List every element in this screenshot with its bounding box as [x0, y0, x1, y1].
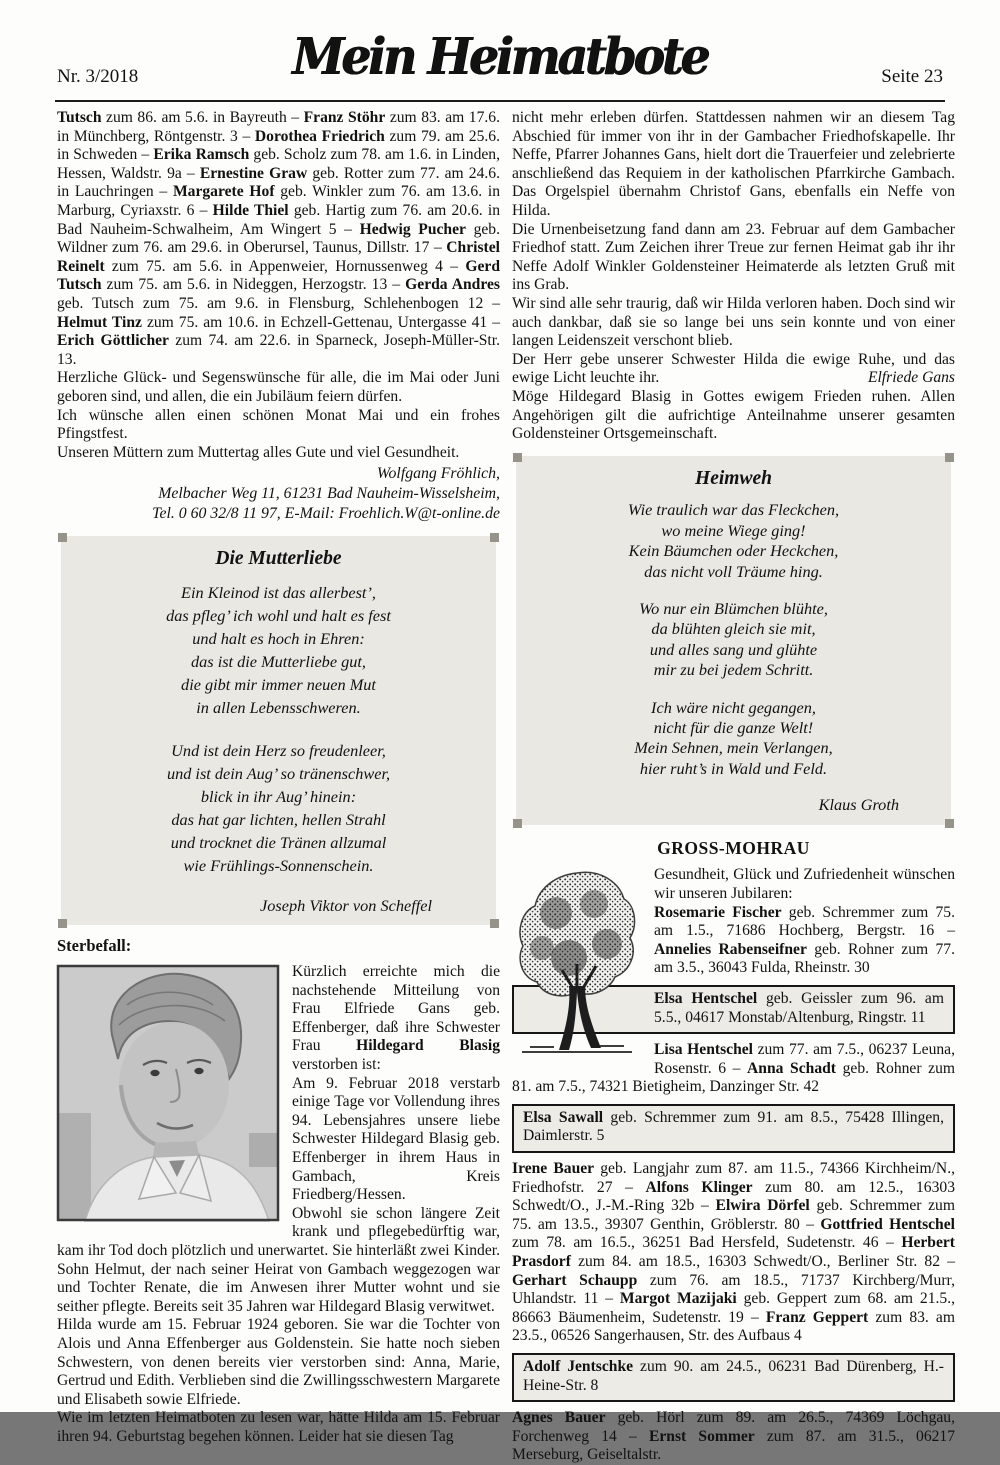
birthday-list-paragraph: Tutsch zum 86. am 5.6. in Bayreuth – Franz Stöhr zum 83. am 17.6. in Münchberg, Röntgenstr. 3 – Dorothea Friedrich zum 79. am 25.6. in Schweden – Erika Ramsch geb. Scholz zum 78. am 1.6. in Linden, Hessen, Waldstr. 9a – Ernestine Graw geb. Rotter zum 77. am 24.6. in Lauchringen – Margarete Hof geb. Winkler zum 76. am 13.6. in Marburg, Cyriaxstr. 6 – Hilde Thiel geb. Hartig zum 76. am 20.6. in Bad Nauheim-Schwalheim, Am Wingert 5 – Hedwig Pucher geb. Wildner zum 76. am 29.6. in Oberursel, Taunus, Dillstr. 17 – Christel Reinelt zum 75. am 5.6. in Appenweier, Hornussenweg 4 – Gerd Tutsch zum 75. am 5.6. in Nideggen, Herzogstr. 13 – Gerda Andres geb. Tutsch zum 75. am 9.6. in Flensburg, Schlehenbogen 12 – Helmut Tinz zum 75. am 10.6. in Echzell-Gettenau, Untergasse 41 – Erich Göttlicher zum 74. am 22.6. in Sparneck, Joseph-Müller-Str. 13. [57, 109, 500, 368]
poem-box-heimweh [516, 456, 951, 825]
corner-ornament [490, 533, 499, 542]
wishes-paragraph-1: Herzliche Glück- und Segenswünsche für alle, die im Mai oder Juni geboren sind, und allen, die ein Jubiläum feiern dürfen. [57, 369, 500, 405]
corner-ornament [513, 453, 522, 462]
jubilee-entries: Agnes Bauer geb. Hörl zum 89. am 26.5., 74369 Löchgau, Forchenweg 14 – Ernst Sommer zum 87. am 31.5., 06217 Merseburg, Geiseltalstr. [512, 1409, 956, 1464]
corner-ornament [945, 819, 954, 828]
issue-number: Nr. 3/2018 [57, 66, 139, 87]
obituary-paragraph: Wie im letzten Heimatboten zu lesen war, hätte Hilda am 15. Februar ihren 94. Geburtstag begehen können. Leider hat sie diesen Tag [57, 1409, 500, 1445]
poem-title: Die Mutterliebe [215, 548, 342, 570]
gross-mohrau-heading: GROSS-MOHRAU [657, 837, 810, 858]
corner-ornament [58, 919, 67, 928]
sterbefall-heading: Sterbefall: [57, 936, 132, 956]
masthead-title: Mein Heimatbote [292, 27, 708, 88]
obituary-closing-with-signature: Der Herr gebe unserer Schwester Hilda die ewige Ruhe, und das ewige Licht leuchte ihr. Elfriede Gans [512, 350, 955, 387]
poem-author: Joseph Viktor von Scheffel [260, 895, 432, 915]
poem-box-mutterliebe [61, 536, 496, 925]
poem-stanza: Wo nur ein Blümchen blühte, da blühten gleich sie mit, und alles sang und glühte mir zu bei jedem Schritt. [639, 598, 828, 680]
editor-signature: Wolfgang Fröhlich, Melbacher Weg 11, 61231 Bad Nauheim-Wisselsheim, Tel. 0 60 32/8 11 97, E-Mail: Froehlich.W@t-online.de [152, 465, 500, 523]
jubilee-entries: Rosemarie Fischer geb. Schremmer zum 75. am 1.5., 71686 Hochberg, Bergstr. 16 – Annelies Rabenseifner geb. Rohner zum 77. am 3.5., 36043 Fulda, Rheinstr. 30 [654, 903, 955, 977]
jubilee-entries: Lisa Hentschel zum 77. am 7.5., 06237 Leuna, Rosenstr. 6 – Anna Schadt geb. Rohner zum 81. am 7.5., 74321 Bietigheim, Danzinger Str. 42 [512, 1041, 955, 1096]
wishes-paragraph-3: Unseren Müttern zum Muttertag alles Gute und viel Gesundheit. [57, 443, 460, 461]
corner-ornament [490, 919, 499, 928]
obituary-continuation-paragraph: Möge Hildegard Blasig in Gottes ewigem Frieden ruhen. Allen Angehörigen gilt die aufrichtige Anteilnahme unserer gesamten Goldensteiner Ortsgemeinschaft. [512, 387, 955, 443]
poem-stanza: Ein Kleinod ist das allerbest’, das pfleg’ ich wohl und halt es fest und halt es hoch in Ehren: das ist die Mutterliebe gut, die gibt mir immer neuen Mut in allen Lebensschweren. [166, 582, 391, 717]
corner-ornament [945, 453, 954, 462]
obituary-portrait-photo [57, 965, 279, 1221]
obituary-continuation-paragraph: Die Urnenbeisetzung fand dann am 23. Februar auf dem Gambacher Friedhof statt. Zum Zeichen ihrer Treue zur fernen Heimat gab ihr ihr Neffe Adolf Winkler Goldensteiner Heimaterde als letzten Gruß mit ins Grab. [512, 220, 955, 294]
jubilee-entries: Irene Bauer geb. Langjahr zum 87. am 11.5., 74366 Kirchheim/N., Friedhofstr. 27 – Alfons Klinger zum 80. am 12.5., 16303 Schwedt/O., J.-M.-Ring 32b – Elwira Dörfel geb. Schremmer zum 75. am 13.5., 39307 Genthin, Gröblerstr. 80 – Gottfried Hentschel zum 78. am 16.5., 36251 Bad Hersfeld, Sudetenstr. 46 – Herbert Prasdorf zum 84. am 18.5., 16303 Schwedt/O., Berliner Str. 82 – Gerhart Schaupp zum 76. am 18.5., 71737 Kirchberg/Murr, Uhlandstr. 11 – Margot Mazijaki geb. Geppert zum 68. am 21.5., 86663 Bäumenheim, Sudetenstr. 19 – Franz Geppert zum 83. am 23.5., 06526 Sangerhausen, Str. des Aufbaus 4 [512, 1160, 956, 1345]
left-column [57, 109, 500, 1447]
obituary-paragraph: Kürzlich erreichte mich die nachstehende Mitteilung von Frau Elfriede Gans geb. Effenberger, daß ihre Schwester Frau Hildegard Blasig verstorben ist: [292, 963, 500, 1074]
header-rule [55, 100, 945, 102]
wishes-paragraph-2: Ich wünsche allen einen schönen Monat Mai und ein frohes Pfingstfest. [57, 406, 500, 443]
right-column [512, 109, 955, 1465]
obituary-paragraph: Am 9. Februar 2018 verstarb einige Tage vor Vollendung ihres 94. Lebensjahres unsere liebe Schwester Hildegard Blasig geb. Effenberger in ihrem Haus in Gambach, Kreis Friedberg/Hessen. [292, 1074, 500, 1204]
page-number: Seite 23 [881, 66, 943, 87]
poem-stanza: Wie traulich war das Fleckchen, wo meine Wiege ging! Kein Bäumchen oder Heckchen, das nicht voll Träume hing. [627, 500, 840, 581]
corner-ornament [58, 533, 67, 542]
jubilee-highlight-box: Elsa Sawall geb. Schremmer zum 91. am 8.5., 75428 Illingen, Daimlerstr. 5 [512, 1104, 955, 1153]
obituary-paragraph: Obwohl sie schon längere Zeit krank und pflegebedürftig war, kam ihr Tod doch plötzlich und unerwartet. Sie hinterläßt zwei Kinder. Sohn Helmut, der nach seiner Heirat von Gambach weggezogen war und Tochter Renate, die im Anwesen ihrer Mutter wohnt und sie seither pflegte. Bereits seit 35 Jahren war Hildegard Blasig verwitwet. [57, 1204, 500, 1315]
obituary-continuation-paragraph: Wir sind alle sehr traurig, daß wir Hilda verloren haben. Doch sind wir auch dankbar, daß sie so lange bei uns sein konnte und von einer langen Leidenszeit verschont blieb. [512, 294, 955, 350]
poem-author: Klaus Groth [818, 795, 899, 815]
tree-illustration [514, 868, 640, 1056]
poem-stanza: Und ist dein Herz so freudenleer, und ist dein Aug’ so tränenschwer, blick in ihr Aug’ hinein: das hat gar lichten, hellen Strahl und trocknet die Tränen allzumal wie Frühlings-Sonnenschein. [166, 740, 391, 875]
jubilee-highlight-box: Elsa Hentschel geb. Geissler zum 96. am 5.5., 04617 Monstab/Altenburg, Ringstr. 11 [512, 985, 955, 1034]
poem-stanza: Ich wäre nicht gegangen, nicht für die ganze Welt! Mein Sehnen, mein Verlangen, hier ruht’s in Wald und Feld. [634, 697, 833, 778]
gross-mohrau-section [512, 839, 955, 1465]
jubilee-highlight-box: Adolf Jentschke zum 90. am 24.5., 06231 Bad Dürenberg, H.-Heine-Str. 8 [512, 1353, 955, 1402]
obituary-continuation-paragraph: nicht mehr erleben dürfen. Stattdessen nahmen wir an diesem Tag Abschied für immer von ihr in der Gambacher Friedhofskapelle. Ihr Neffe, Pfarrer Johannes Gans, hielt dort die Trauerfeier und zelebrierte anschließend das Requiem in der katholischen Pfarrkirche Gambach. Das Orgelspiel übernahm Christof Gans, ebenfalls ein Neffe von Hilda. [512, 109, 955, 219]
poem-title: Heimweh [695, 467, 772, 489]
gross-mohrau-intro: Gesundheit, Glück und Zufriedenheit wünschen wir unseren Jubilaren: [654, 866, 955, 902]
obituary-paragraph: Hilda wurde am 15. Februar 1924 geboren. Sie war die Tochter von Alois und Anna Effenberger aus Goldenstein. Sie hatte noch sieben Schwestern, von denen bereits vier verstorben sind: Anna, Marie, Gertrud und Edith. Verblieben sind die Zwillingsschwestern Margarete und Elisabeth sowie Elfriede. [57, 1316, 500, 1408]
corner-ornament [513, 819, 522, 828]
